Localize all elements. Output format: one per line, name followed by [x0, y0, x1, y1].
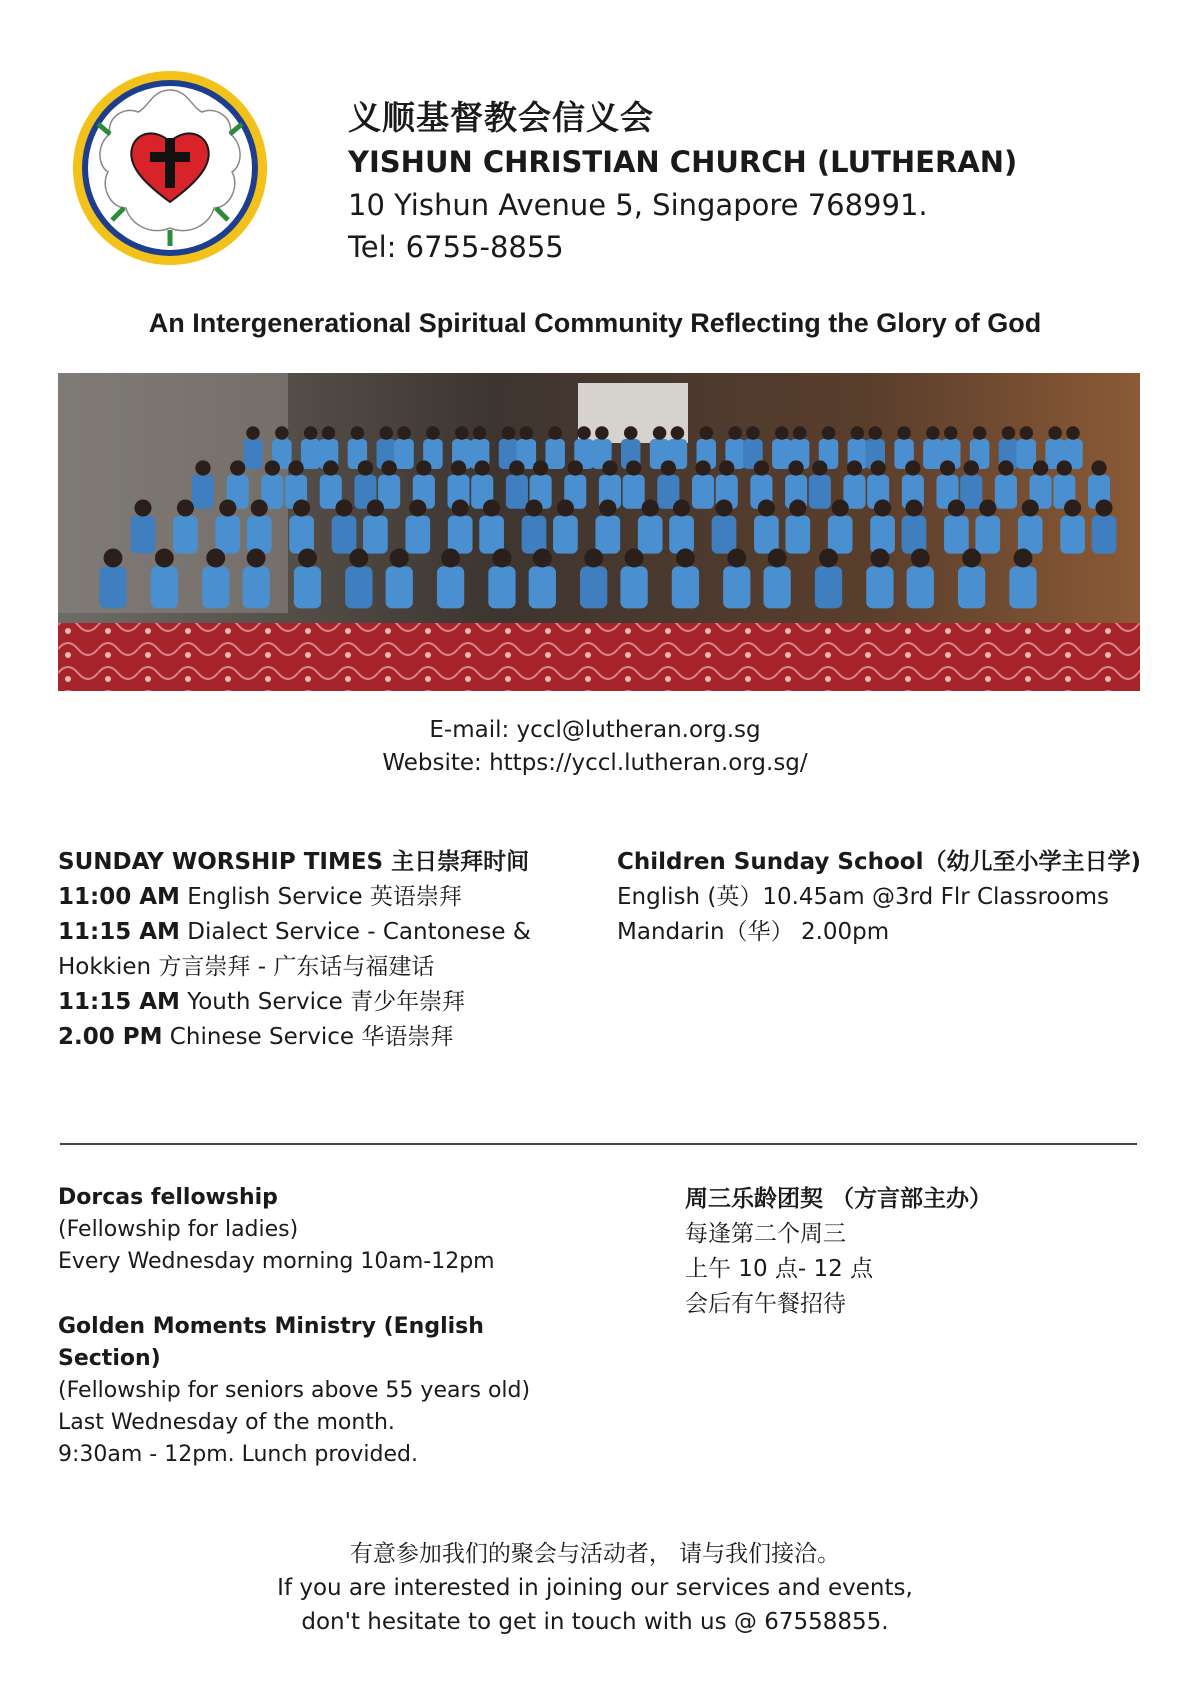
person-head [1057, 460, 1072, 475]
person-head [1064, 499, 1081, 516]
person-head [695, 460, 710, 475]
person-head [483, 499, 500, 516]
person-head [426, 426, 440, 440]
senior-fellowship-cn-section [685, 1182, 1145, 1322]
person-shirt [479, 516, 504, 554]
footer-cn: 有意参加我们的聚会与活动者， 请与我们接洽。 [349, 1541, 841, 1567]
person-head [719, 460, 734, 475]
person-head [775, 426, 789, 440]
person-head [911, 549, 930, 568]
worship-title: SUNDAY WORSHIP TIMES 主日崇拜时间 [58, 849, 530, 875]
person-shirt [785, 516, 810, 554]
person-head [275, 426, 289, 440]
service-time: 11:15 AM [58, 919, 180, 945]
person-shirt [522, 516, 547, 554]
church-address: 10 Yishun Avenue 5, Singapore 768991. [348, 188, 928, 222]
person-head [335, 499, 352, 516]
congregation-group-photo [58, 373, 1140, 691]
person-head [533, 549, 552, 568]
person-head [502, 426, 516, 440]
person-shirt [386, 566, 413, 608]
person-head [868, 426, 882, 440]
tagline: An Intergenerational Spiritual Community Reflecting the Glory of God [148, 308, 1042, 338]
person-shirt [242, 566, 269, 608]
service-desc: English Service 英语崇拜 [179, 884, 462, 910]
person-shirt [1018, 516, 1043, 554]
person-shirt [243, 439, 263, 469]
person-head [1091, 460, 1106, 475]
person-shirt [754, 516, 779, 554]
email-link[interactable]: E-mail: yccl@lutheran.org.sg [429, 717, 761, 743]
person-shirt [394, 439, 414, 469]
person-shirt [215, 516, 240, 554]
person-shirt [247, 516, 272, 554]
person-shirt [764, 566, 791, 608]
person-head [134, 499, 151, 516]
person-shirt [332, 516, 357, 554]
service-time: 11:15 AM [58, 989, 180, 1015]
person-head [379, 426, 393, 440]
person-head [416, 460, 431, 475]
person-shirt [173, 516, 198, 554]
person-head [323, 460, 338, 475]
golden-when: Last Wednesday of the month. [58, 1410, 395, 1435]
person-head [812, 460, 827, 475]
person-shirt [944, 516, 969, 554]
person-head [962, 549, 981, 568]
person-head [847, 460, 862, 475]
person-head [219, 499, 236, 516]
person-shirt [405, 516, 430, 554]
person-shirt [1060, 516, 1085, 554]
person-shirt [437, 566, 464, 608]
person-head [455, 426, 469, 440]
person-head [1066, 426, 1080, 440]
senior-cn-title: 周三乐龄团契 （方言部主办） [685, 1186, 993, 1212]
person-shirt [580, 566, 607, 608]
person-head [288, 460, 303, 475]
person-head [381, 460, 396, 475]
person-shirt [553, 516, 578, 554]
footer-invitation [0, 1537, 1190, 1639]
person-head [964, 460, 979, 475]
service-item [58, 915, 618, 985]
golden-desc: (Fellowship for seniors above 55 years old) [58, 1378, 531, 1403]
person-head [653, 426, 667, 440]
person-head [973, 426, 987, 440]
service-item [58, 985, 618, 1020]
dorcas-time: Every Wednesday morning 10am-12pm [58, 1249, 495, 1274]
dorcas-fellowship-section [58, 1182, 618, 1278]
person-head [349, 549, 368, 568]
person-head [390, 549, 409, 568]
person-shirt [545, 439, 565, 469]
person-head [265, 460, 280, 475]
person-head [1022, 499, 1039, 516]
person-head [298, 549, 317, 568]
person-shirt [131, 516, 156, 554]
person-head [874, 499, 891, 516]
luther-rose-icon [70, 68, 270, 268]
person-head [905, 499, 922, 516]
person-shirt [723, 566, 750, 608]
person-head [247, 549, 266, 568]
golden-time: 9:30am - 12pm. Lunch provided. [58, 1442, 418, 1467]
person-head [768, 549, 787, 568]
dorcas-title: Dorcas fellowship [58, 1185, 278, 1210]
person-shirt [202, 566, 229, 608]
person-head [789, 499, 806, 516]
person-head [1020, 426, 1033, 440]
senior-cn-line: 会后有午餐招待 [685, 1291, 846, 1317]
person-head [1002, 426, 1016, 440]
person-shirt [301, 439, 321, 469]
person-head [728, 426, 742, 440]
service-item [58, 1020, 618, 1055]
person-head [602, 460, 617, 475]
person-shirt [289, 516, 314, 554]
person-head [1048, 426, 1062, 440]
person-shirt [623, 475, 645, 509]
person-head [793, 426, 807, 440]
person-shirt [995, 475, 1017, 509]
dorcas-desc: (Fellowship for ladies) [58, 1217, 299, 1242]
person-head [358, 460, 373, 475]
person-head [870, 549, 889, 568]
person-shirt [506, 475, 528, 509]
person-head [819, 549, 838, 568]
service-time: 11:00 AM [58, 884, 180, 910]
children-title: Children Sunday School（幼儿至小学主日学) [617, 849, 1141, 875]
children-mandarin: Mandarin（华） 2.00pm [617, 919, 890, 945]
person-head [322, 426, 336, 440]
service-item [58, 880, 618, 915]
person-head [584, 549, 603, 568]
person-head [758, 499, 775, 516]
person-head [700, 426, 714, 440]
service-time: 2.00 PM [58, 1024, 163, 1050]
person-shirt [192, 475, 214, 509]
service-desc: Youth Service 青少年崇拜 [179, 989, 466, 1015]
person-head [595, 426, 609, 440]
person-head [492, 549, 511, 568]
person-shirt [975, 516, 1000, 554]
footer-en-line1: If you are interested in joining our services and events, [277, 1575, 913, 1601]
person-head [533, 460, 548, 475]
person-head [451, 460, 466, 475]
person-shirt [958, 566, 985, 608]
person-shirt [99, 566, 126, 608]
person-head [195, 460, 210, 475]
person-shirt [488, 566, 515, 608]
person-head [661, 460, 676, 475]
person-head [754, 460, 769, 475]
person-head [944, 426, 958, 440]
person-head [351, 426, 365, 440]
person-head [624, 426, 638, 440]
person-head [599, 499, 616, 516]
contact-info [0, 714, 1190, 780]
person-shirt [363, 516, 388, 554]
person-head [673, 499, 690, 516]
golden-title: Golden Moments Ministry (English Section) [58, 1314, 484, 1371]
person-shirt [529, 566, 556, 608]
person-head [676, 549, 695, 568]
person-shirt [772, 439, 792, 469]
person-head [926, 426, 940, 440]
person-head [409, 499, 426, 516]
person-head [520, 426, 534, 440]
person-head [155, 549, 174, 568]
person-shirt [866, 566, 893, 608]
person-shirt [907, 566, 934, 608]
person-head [452, 499, 469, 516]
person-shirt [828, 516, 853, 554]
person-head [642, 499, 659, 516]
person-head [832, 499, 849, 516]
person-shirt [692, 475, 714, 509]
person-head [1033, 460, 1048, 475]
person-shirt [809, 475, 831, 509]
person-shirt [669, 516, 694, 554]
church-name-en: YISHUN CHRISTIAN CHURCH (LUTHERAN) [348, 145, 1018, 179]
person-head [473, 426, 487, 440]
children-sunday-school-section [617, 845, 1157, 950]
worship-times-section [58, 845, 618, 1055]
person-head [568, 460, 583, 475]
person-head [979, 499, 996, 516]
person-head [104, 549, 123, 568]
person-head [509, 460, 524, 475]
person-shirt [712, 516, 737, 554]
person-head [304, 426, 318, 440]
service-desc: Chinese Service 华语崇拜 [162, 1024, 454, 1050]
person-head [246, 426, 260, 440]
golden-moments-section [58, 1311, 578, 1471]
person-head [998, 460, 1013, 475]
senior-cn-line: 每逢第二个周三 [685, 1221, 846, 1247]
person-head [851, 426, 865, 440]
person-head [727, 549, 746, 568]
person-head [940, 460, 955, 475]
person-head [525, 499, 542, 516]
person-head [557, 499, 574, 516]
person-shirt [1092, 516, 1117, 554]
person-head [251, 499, 268, 516]
person-head [1095, 499, 1112, 516]
person-shirt [923, 439, 943, 469]
person-shirt [638, 516, 663, 554]
person-head [625, 549, 644, 568]
person-head [397, 426, 411, 440]
person-head [788, 460, 803, 475]
person-shirt [448, 516, 473, 554]
children-english: English (英）10.45am @3rd Flr Classrooms [617, 884, 1109, 910]
senior-cn-line: 上午 10 点- 12 点 [685, 1256, 874, 1282]
person-head [746, 426, 760, 440]
person-head [475, 460, 490, 475]
person-head [548, 426, 562, 440]
person-head [367, 499, 384, 516]
service-desc: Dialect Service - Cantonese & Hokkien 方言崇拜 - 广东话与福建话 [58, 919, 531, 980]
person-head [626, 460, 641, 475]
church-name-cn: 义顺基督教会信义会 [348, 98, 654, 137]
person-shirt [902, 516, 927, 554]
person-head [577, 426, 591, 440]
person-head [715, 499, 732, 516]
person-shirt [294, 566, 321, 608]
person-shirt [672, 566, 699, 608]
person-shirt [151, 566, 178, 608]
person-head [441, 549, 460, 568]
website-link[interactable]: Website: https://yccl.lutheran.org.sg/ [382, 750, 808, 776]
person-shirt [595, 516, 620, 554]
person-head [1014, 549, 1033, 568]
person-head [822, 426, 836, 440]
person-shirt [815, 566, 842, 608]
person-head [948, 499, 965, 516]
person-shirt [1009, 566, 1036, 608]
person-head [905, 460, 920, 475]
person-head [871, 460, 886, 475]
person-shirt [1017, 439, 1036, 469]
person-shirt [345, 566, 372, 608]
section-divider [60, 1143, 1137, 1145]
person-head [293, 499, 310, 516]
person-head [897, 426, 911, 440]
person-head [230, 460, 245, 475]
person-head [671, 426, 685, 440]
church-header [348, 96, 1108, 268]
person-head [177, 499, 194, 516]
church-tel: Tel: 6755-8855 [348, 230, 564, 264]
footer-en-line2: don't hesitate to get in touch with us @ 67558855. [301, 1609, 889, 1635]
person-head [206, 549, 225, 568]
person-shirt [870, 516, 895, 554]
person-shirt [620, 566, 647, 608]
